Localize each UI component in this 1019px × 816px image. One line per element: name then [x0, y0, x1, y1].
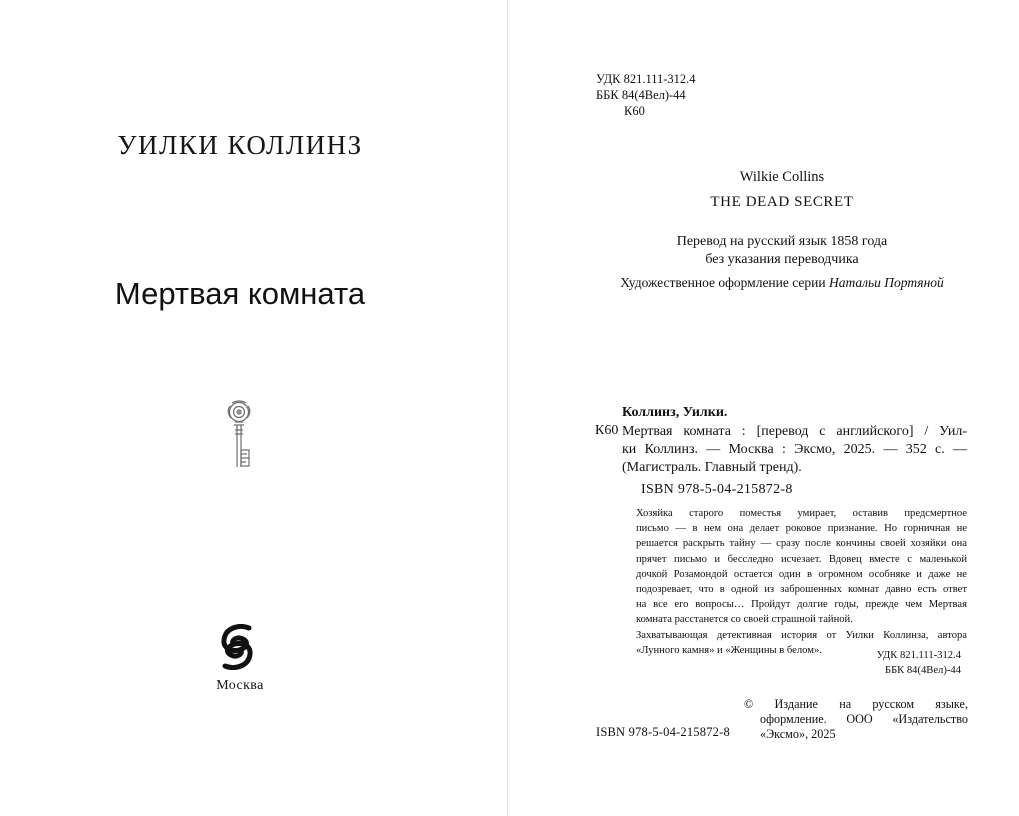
copyright-notice [744, 697, 968, 742]
designer-name: Натальи Портяной [828, 275, 944, 290]
translation-line: Перевод на русский язык 1858 года [676, 234, 888, 249]
translation-note [568, 233, 996, 269]
annotation-line: дочкой Розамондой остается один в огромном особняке и даже не [636, 568, 967, 580]
publisher-city: Москва [216, 678, 264, 693]
eksmo-logo [219, 624, 255, 670]
author-mark: К60 [624, 104, 645, 118]
translation-line: без указания переводчика [705, 252, 859, 267]
annotation-line: Захватывающая детективная история от Уилки Коллинза, автора [636, 629, 967, 641]
copyright-line: © Издание на русском языке, [744, 697, 968, 711]
copyright-line: «Эксмо», 2025 [760, 727, 836, 741]
copyright-page [508, 0, 1019, 816]
title-page [0, 0, 507, 816]
bibliographic-mark: К60 [595, 423, 619, 438]
bbk-code: ББК 84(4Вел)-44 [596, 88, 686, 102]
isbn-bottom: ISBN 978-5-04-215872-8 [596, 725, 730, 739]
original-author: Wilkie Collins [739, 169, 825, 185]
isbn-main: ISBN 978-5-04-215872-8 [641, 482, 793, 497]
design-credit-prefix: Художественное оформление серии [620, 275, 826, 290]
annotation-line: письмо — в нем она делает роковое признание. Но горничная не [636, 523, 967, 535]
bibliographic-description [622, 423, 967, 477]
bibliographic-line: Мертвая комната : [перевод с английского] / Уил- [622, 424, 967, 439]
ornate-key-icon [222, 400, 256, 474]
bibliographic-heading: Коллинз, Уилки. [622, 405, 728, 420]
annotation-line: Хозяйка старого поместья умирает, оставив предсмертное [636, 508, 967, 519]
annotation-line: на все его вопросы… Пройдут долгие годы, прежде чем Мертвая [636, 599, 967, 611]
classification-codes-bottom [622, 648, 967, 678]
udk-code: УДК 821.111-312.4 [876, 650, 961, 661]
book-title: Мертвая комната [114, 276, 366, 311]
design-credit [568, 275, 996, 291]
annotation-paragraph [622, 506, 967, 628]
bbk-code: ББК 84(4Вел)-44 [884, 665, 961, 676]
bibliographic-line: ки Коллинз. — Москва : Эксмо, 2025. — 352 с. — [622, 442, 967, 457]
annotation [622, 506, 967, 658]
annotation-line: решается раскрыть тайну — сразу после кончины своей хозяйки она [636, 538, 967, 550]
original-title: THE DEAD SECRET [710, 194, 854, 210]
annotation-line: комната расстанется со своей страшной тайной. [636, 614, 853, 626]
udk-code: УДК 821.111-312.4 [596, 72, 696, 86]
bibliographic-line: (Магистраль. Главный тренд). [622, 460, 802, 475]
annotation-line: прячет письмо и бесследно исчезает. Вдовец вместе с маленькой [636, 553, 967, 565]
annotation-line: «Лунного камня» и «Женщины в белом». [636, 644, 822, 656]
classification-codes [596, 71, 696, 119]
annotation-line: подозревает, что в одной из заброшенных комнат давно есть ответ [636, 584, 967, 596]
copyright-line: оформление. ООО «Издательство [760, 712, 968, 726]
author-name: УИЛКИ КОЛЛИНЗ [117, 130, 363, 160]
